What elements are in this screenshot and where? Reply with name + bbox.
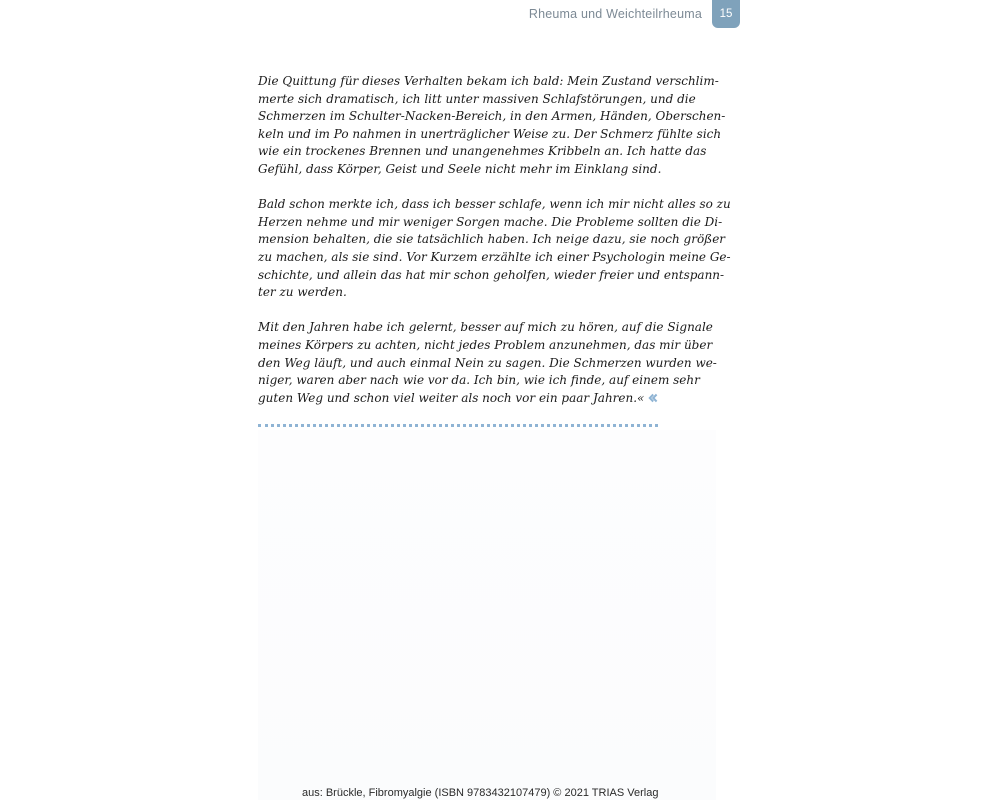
text-line: mension behalten, die sie tatsächlich haben. Ich neige dazu, sie noch größer (258, 232, 726, 247)
double-chevron-left-icon (648, 391, 658, 401)
text-line: wie ein trockenes Brennen und unangenehmes Kribbeln an. Ich hatte das (258, 144, 707, 159)
text-line: Gefühl, dass Körper, Geist und Seele nicht mehr im Einklang sind. (258, 161, 662, 176)
text-line: keln und im Po nahmen in unerträglicher Weise zu. Der Schmerz fühlte sich (258, 126, 722, 141)
section-divider (258, 424, 658, 427)
running-header-title: Rheuma und Weichteilrheuma (528, 7, 702, 21)
text-line: zu machen, als sie sind. Vor Kurzem erzählte ich einer Psychologin meine Ge- (258, 249, 731, 264)
paragraph-1 (258, 73, 726, 179)
text-line: Herzen nehme und mir weniger Sorgen mache. Die Probleme sollten die Di- (258, 214, 723, 229)
body-text (258, 73, 731, 425)
text-line: meines Körpers zu achten, nicht jedes Problem anzunehmen, das mir über (258, 337, 713, 352)
text-line: Bald schon merkte ich, dass ich besser schlafe, wenn ich mir nicht alles so zu (258, 197, 731, 212)
text-line-content: guten Weg und schon viel weiter als noch vor ein paar Jahren.« (258, 390, 645, 405)
paragraph-2 (258, 196, 731, 302)
text-line: den Weg läuft, und auch einmal Nein zu sagen. Die Schmerzen wurden we- (258, 355, 717, 370)
text-line: Die Quittung für dieses Verhalten bekam ich bald: Mein Zustand verschlim- (258, 74, 719, 88)
text-line: niger, waren aber nach wie vor da. Ich bin, wie ich finde, auf einem sehr (258, 373, 700, 388)
text-line: schichte, und allein das hat mir schon geholfen, wieder freier und entspann- (258, 267, 725, 282)
source-footer: aus: Brückle, Fibromyalgie (ISBN 9783432107479) © 2021 TRIAS Verlag (302, 787, 659, 799)
text-line: ter zu werden. (258, 285, 347, 300)
text-line: Mit den Jahren habe ich gelernt, besser auf mich zu hören, auf die Signale (258, 320, 713, 335)
paragraph-3 (258, 319, 717, 407)
text-line: Schmerzen im Schulter-Nacken-Bereich, in den Armen, Händen, Oberschen- (258, 109, 726, 124)
page-background (258, 430, 716, 800)
page-number-badge: 15 (712, 0, 740, 28)
text-line: merte sich dramatisch, ich litt unter massiven Schlafstörungen, und die (258, 91, 696, 106)
text-line-last (258, 390, 674, 408)
